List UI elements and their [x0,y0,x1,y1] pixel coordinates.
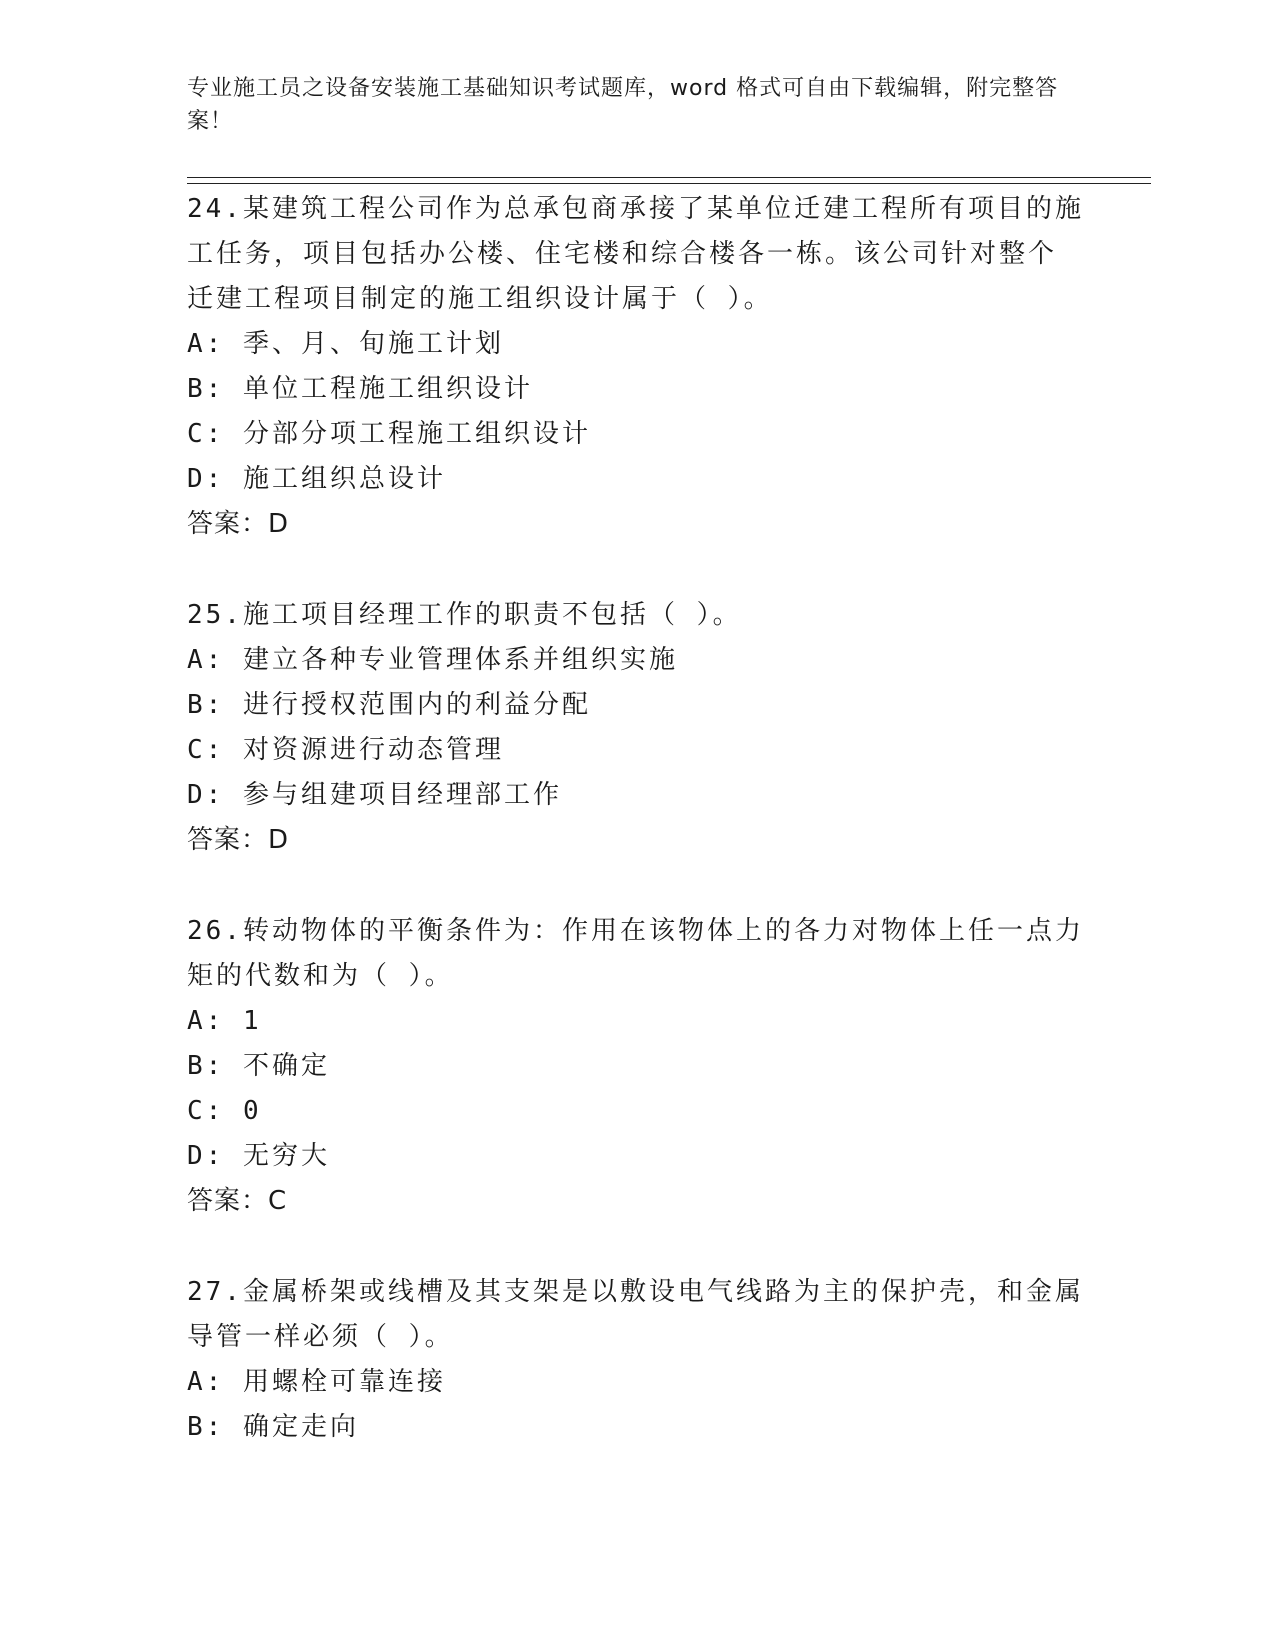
option-c: C: 0 [187,1096,262,1126]
option-b: B: 确定走向 [187,1412,359,1442]
question-stem-line: 矩的代数和为（ ）。 [187,961,454,991]
question-25 [187,593,1087,863]
question-stem-line: 26.转动物体的平衡条件为：作用在该物体上的各力对物体上任一点力 [187,916,1084,946]
option-a: A: 1 [187,1006,262,1036]
option-b: B: 进行授权范围内的利益分配 [187,690,591,720]
answer: 答案：D [187,825,290,855]
option-a: A: 建立各种专业管理体系并组织实施 [187,645,678,675]
question-stem-line: 工任务，项目包括办公楼、住宅楼和综合楼各一栋。该公司针对整个 [187,239,1058,269]
question-stem-line: 导管一样必须（ ）。 [187,1322,454,1352]
option-d: D: 施工组织总设计 [187,464,446,494]
option-c: C: 分部分项工程施工组织设计 [187,419,591,449]
question-list [187,187,1087,1450]
option-a: A: 季、月、旬施工计划 [187,329,504,359]
option-d: D: 参与组建项目经理部工作 [187,780,562,810]
option-b: B: 不确定 [187,1051,330,1081]
question-stem-line: 27.金属桥架或线槽及其支架是以敷设电气线路为主的保护壳，和金属 [187,1277,1084,1307]
question-stem-line: 24.某建筑工程公司作为总承包商承接了某单位迁建工程所有项目的施 [187,194,1084,224]
header-divider-top [187,177,1151,178]
header-divider-bottom [187,183,1151,184]
option-b: B: 单位工程施工组织设计 [187,374,533,404]
question-24 [187,187,1087,547]
answer: 答案：D [187,509,290,539]
document-header [187,72,1067,138]
question-stem-line: 25.施工项目经理工作的职责不包括（ ）。 [187,600,742,630]
option-d: D: 无穷大 [187,1141,330,1171]
question-27 [187,1270,1087,1450]
header-text: 专业施工员之设备安装施工基础知识考试题库，word 格式可自由下载编辑，附完整答案！ [187,76,1059,134]
option-a: A: 用螺栓可靠连接 [187,1367,446,1397]
question-26 [187,909,1087,1224]
option-c: C: 对资源进行动态管理 [187,735,504,765]
answer: 答案：C [187,1186,288,1216]
question-stem-line: 迁建工程项目制定的施工组织设计属于（ ）。 [187,284,773,314]
